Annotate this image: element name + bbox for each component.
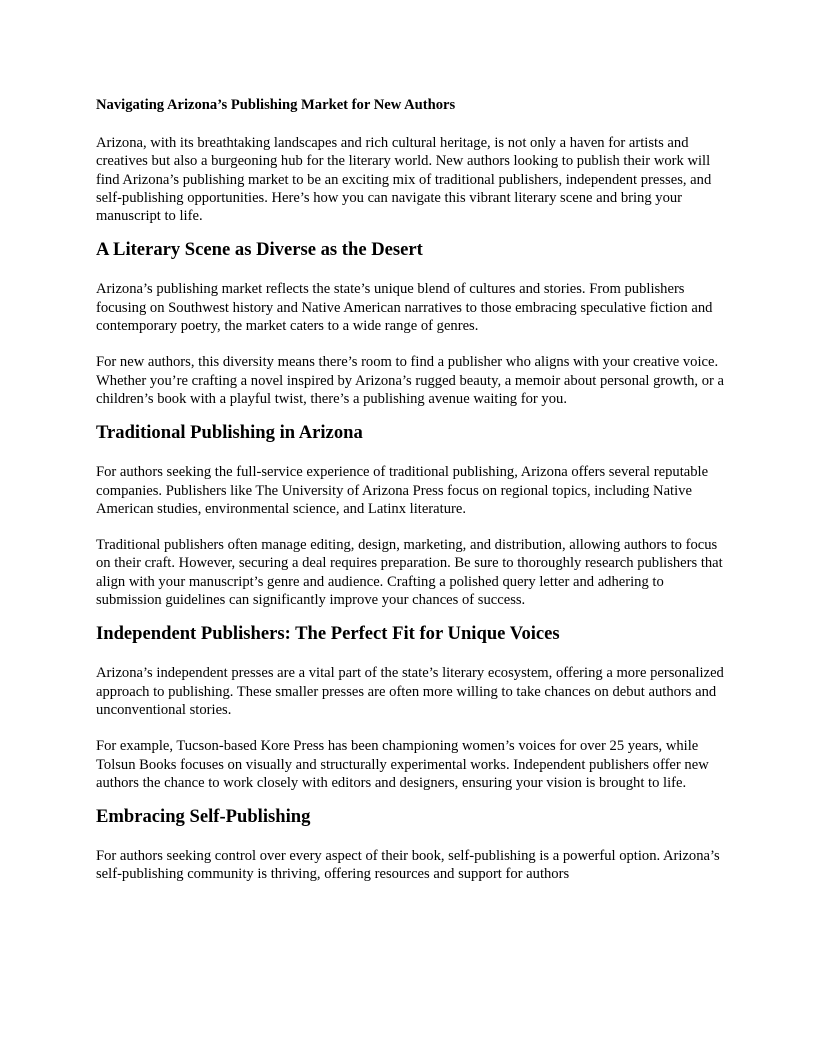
section-heading: Embracing Self-Publishing [96, 806, 311, 828]
section-literary-scene [96, 239, 724, 408]
section-independent-publishers [96, 623, 724, 792]
section-traditional-publishing [96, 422, 724, 609]
section-heading: A Literary Scene as Diverse as the Desert [96, 239, 423, 261]
document-page [96, 96, 724, 902]
section-heading: Independent Publishers: The Perfect Fit for Unique Voices [96, 623, 560, 645]
section-paragraph: For authors seeking control over every aspect of their book, self-publishing is a powerful option. Arizona’s self-publishing community is thriving, offering resources and support for authors [96, 848, 720, 883]
section-self-publishing [96, 806, 724, 884]
section-paragraph: For new authors, this diversity means there’s room to find a publisher who aligns with your creative voice. Whether you’re crafting a novel inspired by Arizona’s rugged beauty, a memoir about personal growth, or a children’s book with a playful twist, there’s a publishing avenue waiting for you. [96, 354, 725, 407]
document-title: Navigating Arizona’s Publishing Market for New Authors [96, 97, 456, 113]
section-heading: Traditional Publishing in Arizona [96, 422, 363, 444]
section-paragraph: For authors seeking the full-service experience of traditional publishing, Arizona offers several reputable companies. Publishers like The University of Arizona Press focus on regional topics, including Native American studies, environmental science, and Latinx literature. [96, 464, 709, 517]
section-paragraph: Arizona’s publishing market reflects the state’s unique blend of cultures and stories. From publishers focusing on Southwest history and Native American narratives to those embracing speculative fiction and contemporary poetry, the market caters to a wide range of genres. [96, 281, 713, 335]
section-paragraph: For example, Tucson-based Kore Press has been championing women’s voices for over 25 years, while Tolsun Books focuses on visually and structurally experimental works. Independent publishers offer new authors the chance to work closely with editors and designers, ensuring your vision is brought to life. [96, 738, 709, 791]
section-paragraph: Arizona’s independent presses are a vital part of the state’s literary ecosystem, offering a more personalized approach to publishing. These smaller presses are often more willing to take chances on debut authors and unconventional stories. [96, 665, 724, 718]
section-paragraph: Traditional publishers often manage editing, design, marketing, and distribution, allowing authors to focus on their craft. However, securing a deal requires preparation. Be sure to thoroughly research publishers that align with your manuscript’s genre and audience. Crafting a polished query letter and adhering to submission guidelines can significantly improve your chances of success. [96, 537, 723, 609]
intro-paragraph: Arizona, with its breathtaking landscapes and rich cultural heritage, is not only a haven for artists and creatives but also a burgeoning hub for the literary world. New authors looking to publish their work will find Arizona’s publishing market to be an exciting mix of traditional publishers, independent presses, and self-publishing opportunities. Here’s how you can navigate this vibrant literary scene and bring your manuscript to life. [96, 135, 712, 225]
